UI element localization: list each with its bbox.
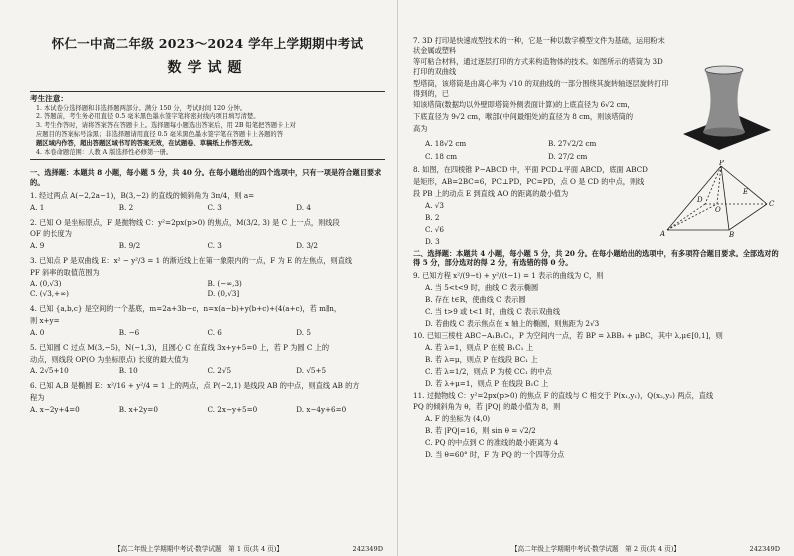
option: A. 2√5+10 bbox=[30, 366, 69, 376]
notice-box bbox=[30, 91, 385, 160]
option: C. 若 λ=1/2，则点 P 为棱 CC₁ 的中点 bbox=[425, 366, 552, 376]
options-row bbox=[30, 289, 385, 298]
svg-text:E: E bbox=[743, 188, 749, 196]
question-10: 10. 已知三棱柱 ABC−A₁B₁C₁，P 为空间内一点，若 BP = λBB₁ + μBC，其中 λ,μ∈[0,1]，则 bbox=[413, 330, 723, 340]
option: D. 27/2 cm bbox=[548, 152, 588, 162]
question-6-cont: 程为 bbox=[30, 393, 45, 403]
option: D. (0,√3] bbox=[207, 289, 240, 299]
section-heading: 一、选择题：本题共 8 小题，每小题 5 分，共 40 分。在每小题给出的四个选项中，只有一项是符合题目要求的。 bbox=[30, 168, 382, 188]
options-row bbox=[30, 241, 385, 250]
footer-code: 242349D bbox=[749, 544, 780, 553]
tower-figure bbox=[675, 64, 775, 150]
option: B. 若 |PQ|=16，则 sin θ = √2/2 bbox=[425, 425, 536, 435]
option: B. 2 bbox=[118, 202, 134, 212]
option: B. 27√2/2 cm bbox=[548, 139, 597, 149]
options-row bbox=[425, 139, 671, 148]
notice-item: 3. 考生作答时，请将答案答在答题卡上。选择题每小题选出答案后，用 2B 铅笔把答题卡上对 bbox=[36, 122, 296, 130]
question-7-line: 等可粘合材料，通过逐层打印的方式来构造物体的技术。如图所示的塔筒为 3D 打印的双曲线 bbox=[413, 57, 663, 77]
question-5-cont: 动点，则线段 OP(O 为坐标原点) 长度的最大值为 bbox=[30, 354, 189, 364]
notice-item: 2. 答题前，考生务必用直径 0.5 毫米黑色墨水签字笔将密封线内项目填写清楚。 bbox=[36, 113, 260, 121]
exam-subtitle: 数学试题 bbox=[167, 59, 248, 76]
option: C. PQ 的中点到 C 的准线的最小距离为 4 bbox=[425, 437, 559, 447]
option: A. x−2y+4=0 bbox=[30, 404, 80, 414]
notice-item: 题区域内作答，超出答题区域书写的答案无效，在试题卷、草稿纸上作答无效。 bbox=[36, 139, 257, 147]
option: D. 当 θ=60° 时，F 为 PQ 的一个四等分点 bbox=[425, 449, 565, 459]
options-row bbox=[30, 203, 385, 212]
option: A. 9 bbox=[30, 240, 45, 250]
footer-text: 【高二年级上学期期中考试·数学试题 第 1 页(共 4 页)】 bbox=[113, 544, 284, 553]
question-3-cont: PF 斜率的取值范围为 bbox=[30, 267, 100, 277]
notice-item: 4. 本卷命题范围：人教 A 版选择性必修第一册。 bbox=[36, 148, 173, 156]
question-9: 9. 已知方程 x²/(9−t) + y²/(t−1) = 1 表示的曲线为 C，则 bbox=[413, 271, 604, 281]
question-1: 1. 经过两点 A(−2,2a−1)，B(3,−2) 的直线的倾斜角为 3π/4，则 a= bbox=[30, 190, 255, 200]
option: A. 当 5<t<9 时，曲线 C 表示椭圆 bbox=[425, 282, 539, 292]
option: C. (√3,+∞) bbox=[30, 289, 69, 299]
question-2: 2. 已知 O 是坐标原点，F 是抛物线 C：y²=2px(p>0) 的焦点，M(3/2, 3) 是 C 上一点，则线段 bbox=[30, 217, 340, 227]
option: A. √3 bbox=[425, 200, 444, 210]
question-11: 11. 过抛物线 C：y²=2px(p>0) 的焦点 F 的直线与 C 相交于 P(x₁,y₁)，Q(x₂,y₂) 两点，直线 bbox=[413, 390, 714, 400]
option: A. (0,√3) bbox=[30, 279, 62, 289]
option: B. 若 λ=μ，则点 P 在线段 BC₁ 上 bbox=[425, 354, 538, 364]
tower-bottom bbox=[703, 128, 745, 137]
option: C. 3 bbox=[207, 240, 222, 250]
question-3: 3. 已知点 P 是双曲线 E：x² − y²/3 = 1 的渐近线上在第一象限内的一点，F 为 E 的左焦点，则直线 bbox=[30, 255, 353, 265]
question-6: 6. 已知 A,B 是椭圆 E：x²/16 + y²/4 = 1 上的两点，点 P(−2,1) 是线段 AB 的中点，则直线 AB 的方 bbox=[30, 381, 360, 391]
option: A. F 的坐标为 (4,0) bbox=[425, 413, 491, 423]
option: B. −6 bbox=[118, 327, 140, 337]
options-row bbox=[30, 366, 385, 375]
page-right bbox=[397, 0, 794, 556]
svg-text:B: B bbox=[729, 231, 735, 238]
svg-text:P: P bbox=[719, 160, 724, 167]
option: C. √6 bbox=[425, 224, 444, 234]
option: B. 10 bbox=[118, 366, 138, 376]
option: D. 5 bbox=[296, 327, 311, 337]
options-row bbox=[30, 279, 385, 288]
option: D. 若 λ+μ=1，则点 P 在线段 B₁C 上 bbox=[425, 378, 549, 388]
option: D. 若曲线 C 表示焦点在 x 轴上的椭圆，则焦距为 2√3 bbox=[425, 318, 600, 328]
question-7-line: 下底直径为 9√2 cm，喉部(中间最细处)的直径为 8 cm，则该塔筒的 bbox=[413, 112, 634, 122]
option: D. 3 bbox=[425, 236, 440, 246]
question-5: 5. 已知圆 C 过点 M(3,−5)，N(−1,3)，且圆心 C 在直线 3x+y+5=0 上，若 P 为圆 C 上的 bbox=[30, 342, 330, 352]
svg-text:O: O bbox=[715, 206, 721, 214]
question-7-line: 型塔筒，该塔筒是由离心率为 √10 的双曲线的一部分围绕其旋转轴逐层旋转打印得到的，已 bbox=[413, 78, 669, 98]
option: B. 9/2 bbox=[118, 240, 141, 250]
option: C. 6 bbox=[207, 327, 222, 337]
notice-item: 应题目的答案标号涂黑；非选择题请用直径 0.5 毫米黑色墨水签字笔在答题卡上各题的答 bbox=[36, 131, 284, 138]
option: C. 18 cm bbox=[425, 152, 458, 162]
footer-code: 242349D bbox=[352, 544, 383, 553]
question-11-cont: PQ 的倾斜角为 θ，若 |PQ| 的最小值为 8，则 bbox=[413, 402, 561, 412]
svg-text:D: D bbox=[697, 196, 703, 204]
option: A. 18√2 cm bbox=[425, 139, 467, 149]
option: A. 1 bbox=[30, 202, 45, 212]
option: C. 2x−y+5=0 bbox=[207, 404, 258, 414]
question-2-cont: OF 的长度为 bbox=[30, 229, 72, 239]
question-4-cont: 则 x+y= bbox=[30, 316, 60, 326]
footer-text: 【高二年级上学期期中考试·数学试题 第 2 页(共 4 页)】 bbox=[510, 544, 681, 553]
question-7-line: 知该塔筒(数据均以外壁即塔筒外侧表面计算)的上底直径为 6√2 cm， bbox=[413, 100, 635, 110]
option: B. x+2y=0 bbox=[118, 404, 158, 414]
option: A. 若 λ=1，则点 P 在棱 B₁C₁ 上 bbox=[425, 342, 534, 352]
svg-text:A: A bbox=[660, 230, 666, 238]
question-4: 4. 已知 {a,b,c} 是空间的一个基底，m=2a+3b−c，n=x(a−b)+y(b+c)+(4(a+c)，若 m∥n， bbox=[30, 304, 342, 314]
option: D. √5+5 bbox=[296, 366, 327, 376]
option: C. 2√5 bbox=[207, 366, 232, 376]
question-7-line: 7. 3D 打印是快速成型技术的一种，它是一种以数字模型文件为基础，运用粉末状金属或塑料 bbox=[413, 36, 665, 55]
options-row bbox=[30, 405, 385, 414]
option: B. (−∞,3) bbox=[207, 279, 242, 289]
svg-text:C: C bbox=[769, 200, 775, 208]
notice-item: 1. 本试卷分选择题和非选择题两部分。满分 150 分，考试时间 120 分钟。 bbox=[36, 104, 247, 112]
option: B. 2 bbox=[425, 212, 440, 222]
options-row bbox=[425, 152, 671, 161]
section-heading: 二、选择题：本题共 4 小题，每小题 5 分，共 20 分。在每小题给出的选项中，有多项符合题目要求。全部选对的得 5 分，部分选对的得 2 分，有选错的得 0 分。 bbox=[413, 248, 779, 268]
question-7-line: 高为 bbox=[413, 123, 428, 133]
pyramid-figure bbox=[659, 160, 777, 238]
question-8-line: 是矩形，AB=2BC=6，PC⊥PD，PC=PD，点 O 是 CD 的中点，则线 bbox=[413, 177, 645, 187]
option: C. 当 t>9 或 t<1 时，曲线 C 表示双曲线 bbox=[425, 306, 561, 316]
tower-top bbox=[705, 66, 743, 74]
notice-heading: 考生注意： bbox=[30, 94, 68, 104]
question-8 bbox=[413, 165, 653, 245]
option: D. x−4y+6=0 bbox=[296, 404, 347, 414]
option: C. 3 bbox=[207, 202, 222, 212]
page-footer bbox=[397, 545, 794, 553]
option: B. 存在 t∈R，使曲线 C 表示圆 bbox=[425, 294, 526, 304]
question-8-line: 段 PB 上的动点 E 到直线 AO 的距离的最小值为 bbox=[413, 188, 569, 198]
tower-body bbox=[703, 70, 745, 132]
question-8-line: 8. 如图，在四棱锥 P−ABCD 中，平面 PCD⊥平面 ABCD，底面 ABCD bbox=[413, 165, 648, 175]
option: D. 3/2 bbox=[296, 240, 318, 250]
page-footer bbox=[0, 545, 397, 553]
options-row bbox=[30, 328, 385, 337]
exam-title: 怀仁一中高二年级 2023～2024 学年上学期期中考试 bbox=[51, 36, 364, 51]
question-7 bbox=[413, 36, 671, 161]
option: D. 4 bbox=[296, 202, 311, 212]
option: A. 0 bbox=[30, 327, 45, 337]
